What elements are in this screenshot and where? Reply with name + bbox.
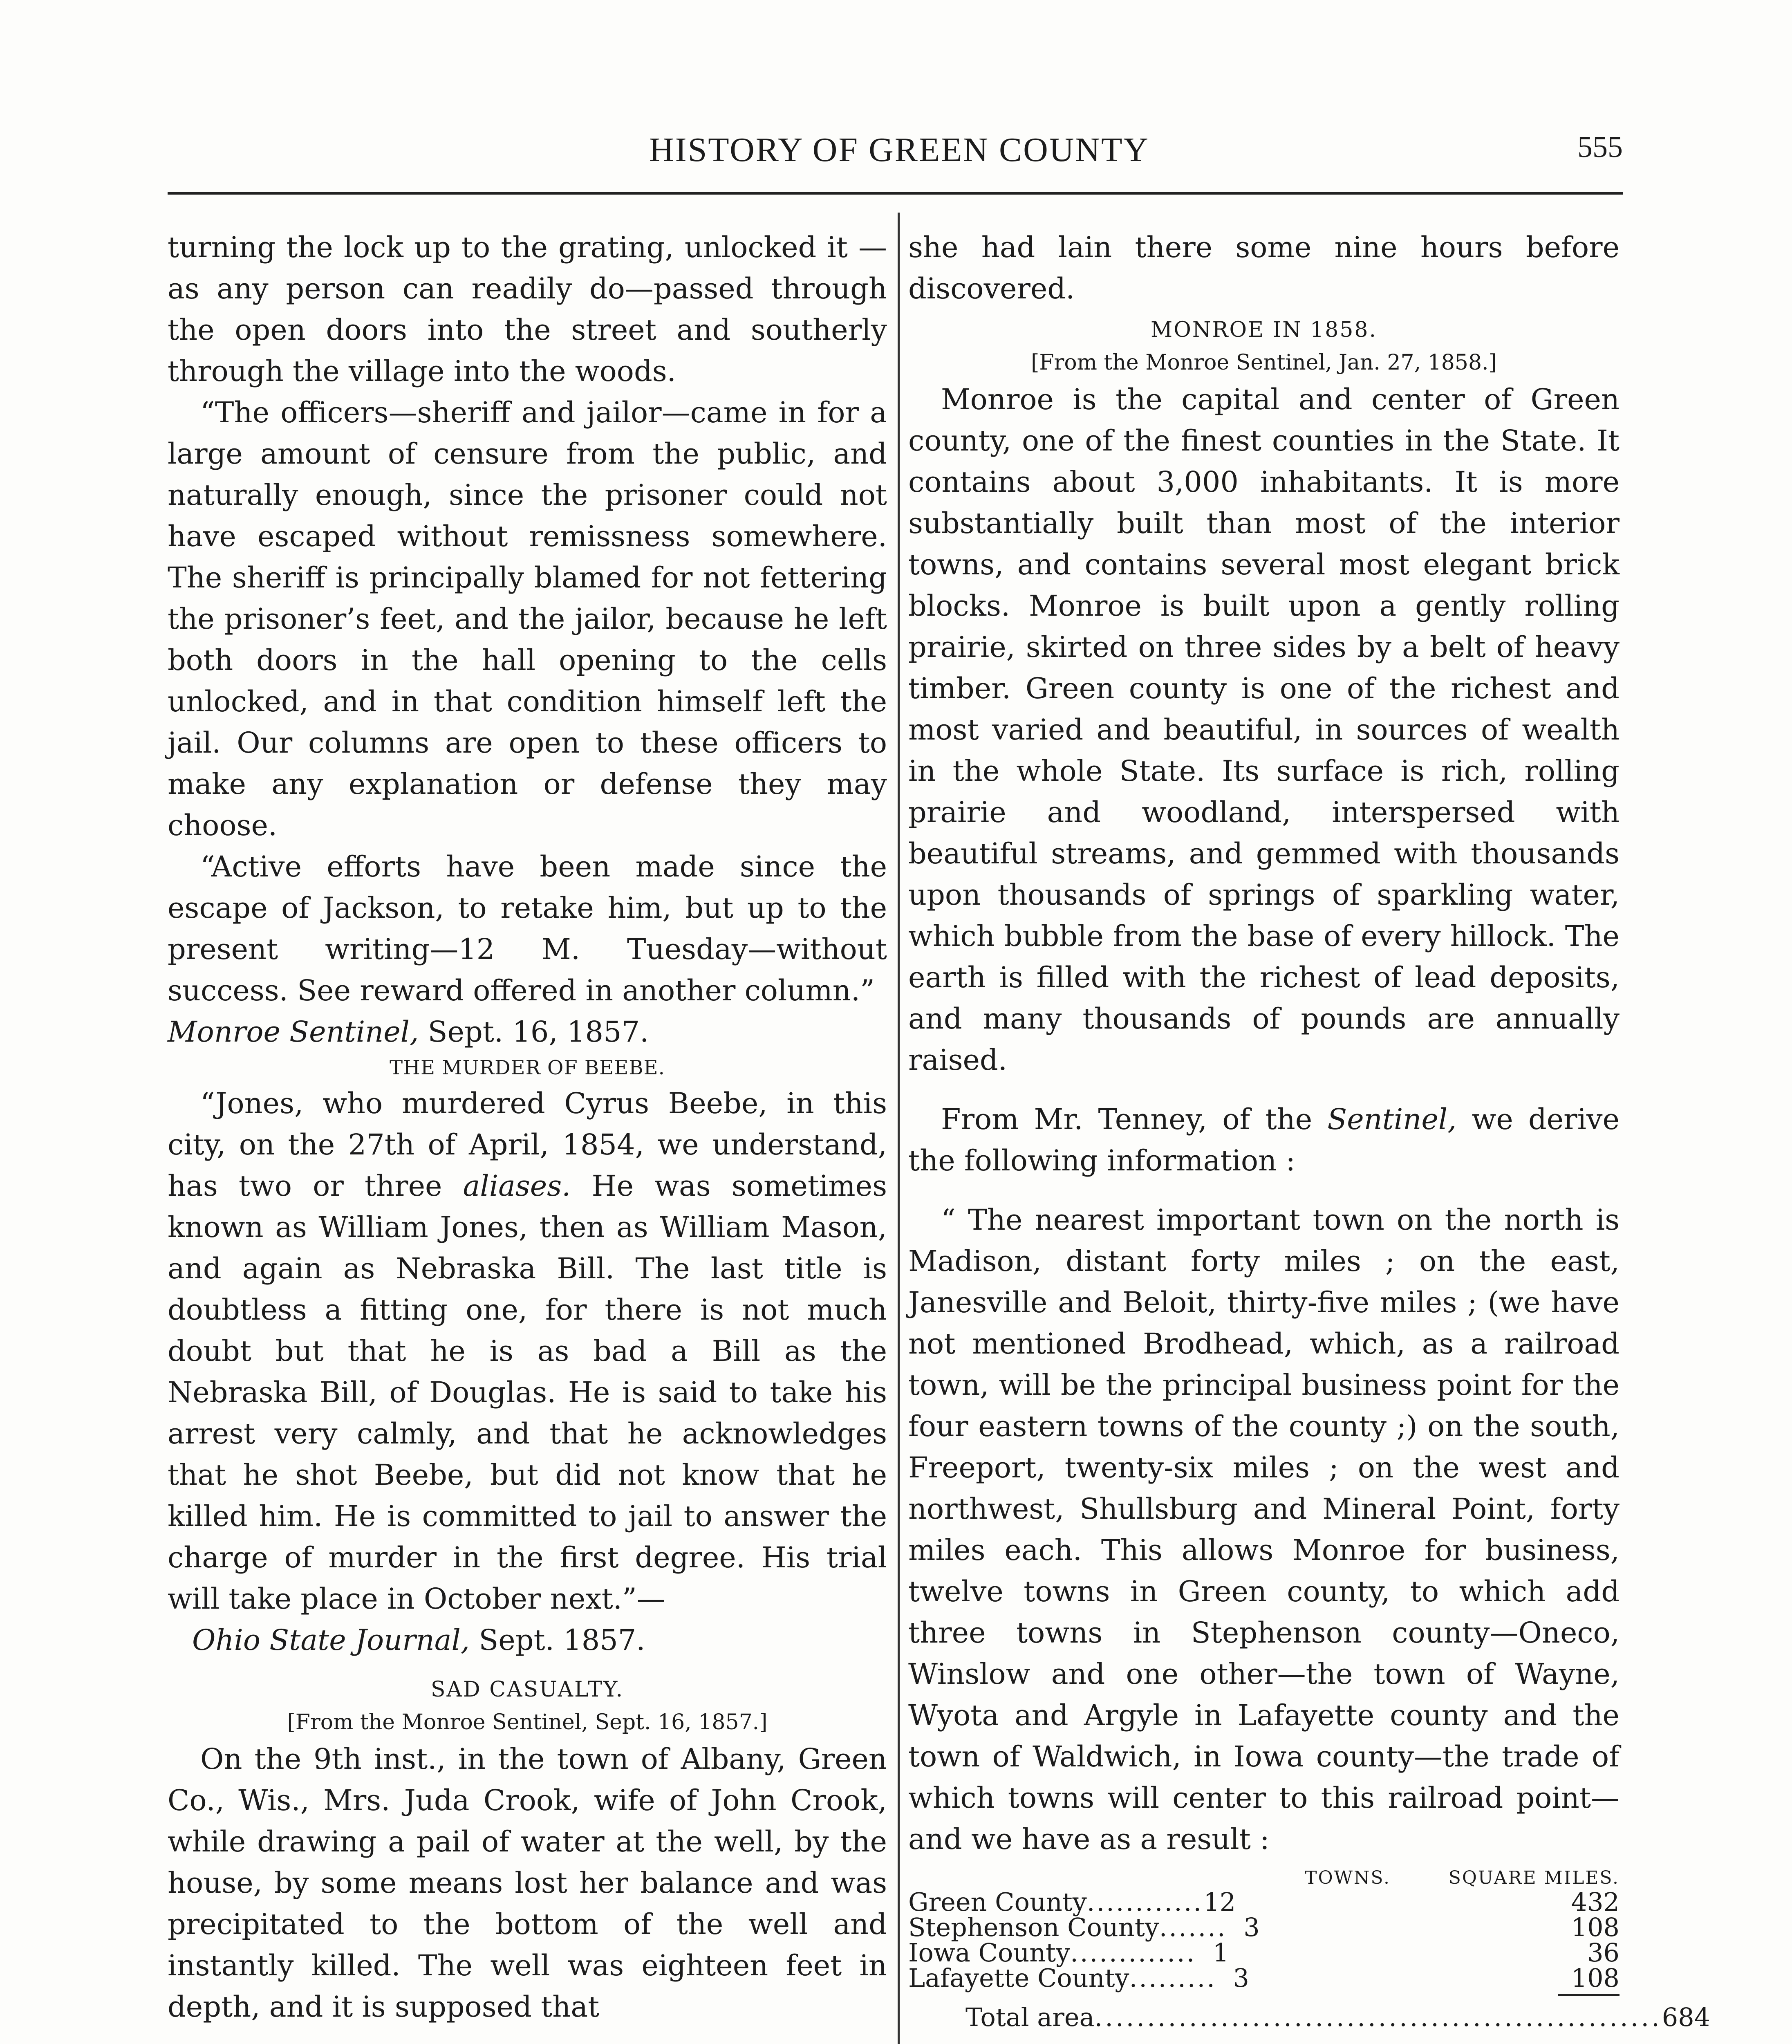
leader-dots: ....... [1159,1912,1227,1942]
text-segment: From Mr. Tenney, of the [941,1103,1328,1136]
total-rule [1558,1994,1620,1996]
county-name: Green County [908,1887,1087,1917]
paragraph-discovered: she had lain there some nine hours before discovered. [908,231,1620,305]
paragraph-juda-crook: On the 9th inst., in the town of Albany, Green Co., Wis., Mrs. Juda Crook, wife of John Crook, while drawing a pail of water at the well, by the house, by some means lost her balance and was precipitated to the bottom of the well and instantly killed. The well was eighteen feet in depth, and it is supposed that [168,1742,887,2024]
table-row [908,1963,1620,1993]
paragraph-jail-escape: turning the lock up to the grating, unlocked it —as any person can readily do—passed through the open doors into the street and southerly through the village into the woods. [168,231,887,388]
header-rule [168,192,1623,195]
italic-sentinel: Sentinel, [1327,1103,1457,1136]
paragraph-officers-censure: “The officers—sheriff and jailor—came in for a large amount of censure from the public, and naturally enough, since the prisoner could not have escaped without remissness somewhere. The sheriff is principally blamed for not fettering the prisoner’s feet, and the jailor, because he left both doors in the hall opening to the cells unlocked, and in that condition himself left the jail. Our columns are open to these officers to make any explanation or defense they may choose. [168,396,887,842]
italic-aliases: aliases. [463,1169,571,1203]
citation-ohio-state-journal [168,1620,887,1661]
table-row [908,1889,1620,1915]
leader-dots: ............. [1070,1938,1196,1968]
county-name: Stephenson County [908,1912,1159,1942]
column-divider [898,213,900,2044]
paragraph-nearest-towns: “ The nearest important town on the north is Madison, distant forty miles ; on the east, Janesville and Beloit, thirty-five miles ; (we have not mentioned Brodhead, which, as a railroad town, will be the principal business point for the four eastern towns of the county ;) on the south, Freeport, twenty-six miles ; on the west and northwest, Shullsburg and Mineral Point, forty miles each. This allows Monroe for business, twelve towns in Green county, to which add three towns in Stephenson county—Oneco, Winslow and one other—the town of Wayne, Wyota and Argyle in Lafayette county and the town of Waldwich, in Iowa county—the trade of which towns will center to this railroad point—and we have as a result : [908,1203,1620,1856]
table-row [908,1912,1620,1942]
citation-source: Ohio State Journal, [192,1623,470,1657]
county-name: Iowa County [908,1938,1071,1968]
source-note-monroe: [From the Monroe Sentinel, Jan. 27, 1858.] [1031,350,1497,375]
towns-count: 3 [1233,1963,1249,1993]
paragraph-monroe-description: Monroe is the capital and center of Green county, one of the finest counties in the State. It contains about 3,000 inhabitants. It is more substantially built than most of the interior towns, and contains several most elegant brick blocks. Monroe is built upon a gently rolling prairie, skirted on three sides by a belt of heavy timber. Green county is one of the richest and most varied and beautiful, in sources of wealth in the whole State. Its surface is rich, rolling prairie and woodland, interspersed with beautiful streams, and gemmed with thousands upon thousands of springs of sparkling water, which bubble from the base of every hillock. The earth is filled with the richest of lead deposits, and many thousands of pounds are annually raised. [908,383,1620,1077]
towns-count: 1 [1212,1938,1229,1968]
citation-monroe-sentinel [168,1011,887,1053]
heading-murder-of-beebe: THE MURDER OF BEEBE. [390,1056,665,1079]
paragraph-active-efforts: “Active efforts have been made since the escape of Jackson, to retake him, but up to the present writing—12 M. Tuesday—without success. See reward offered in another column.” [168,850,887,1007]
right-column [908,227,1711,2032]
text-segment: He was sometimes known as William Jones, then as William Mason, and again as Nebraska Bill. The last title is doubtless a fitting one, for there is not much doubt but that he is as bad a Bill as the Nebraska Bill, of Douglas. He is said to take his arrest very calmly, and that he acknowledges that he shot Beebe, but did not know that he killed him. He is committed to jail to answer the charge of murder in the first degree. His trial will take place in October next.”— [168,1169,887,1616]
leader-dots: ...................................................... [1094,2002,1662,2032]
column-header-towns: TOWNS. [1305,1867,1391,1888]
towns-count: 3 [1243,1912,1260,1942]
leader-dots: ......... [1129,1963,1216,1993]
leader-dots: ............ [1086,1887,1203,1917]
total-value: 684 [1662,2002,1711,2032]
table-row [908,1940,1620,1966]
citation-date: Sept. 1857. [470,1623,645,1657]
total-label: Total area [965,2002,1095,2032]
heading-monroe-1858: MONROE IN 1858. [1150,318,1378,342]
citation-source: Monroe Sentinel, [168,1015,419,1049]
square-miles: 432 [1571,1887,1620,1917]
page-number: 555 [1577,130,1623,164]
total-row [908,2002,1711,2032]
area-table [908,1867,1711,2032]
source-note-casualty: [From the Monroe Sentinel, Sept. 16, 1857.] [287,1710,768,1735]
running-header-title: HISTORY OF GREEN COUNTY [649,131,1150,169]
paragraph-jones-murder [168,1083,887,1620]
county-name: Lafayette County [908,1963,1129,1993]
towns-count: 12 [1203,1887,1236,1917]
square-miles: 108 [1571,1963,1620,1993]
citation-date: Sept. 16, 1857. [419,1015,649,1049]
table-header [908,1867,1620,1889]
square-miles: 36 [1587,1938,1620,1968]
text-segment: we derive the following information : [908,1103,1620,1177]
paragraph-mr-tenney [908,1099,1620,1181]
square-miles: 108 [1571,1912,1620,1942]
left-column [168,227,887,2028]
text-segment: “Jones, who murdered Cyrus Beebe, in this city, on the 27th of April, 1854, we understand, has two or three [168,1087,887,1203]
column-header-square-miles: SQUARE MILES. [1448,1867,1620,1888]
heading-sad-casualty: SAD CASUALTY. [430,1677,624,1702]
